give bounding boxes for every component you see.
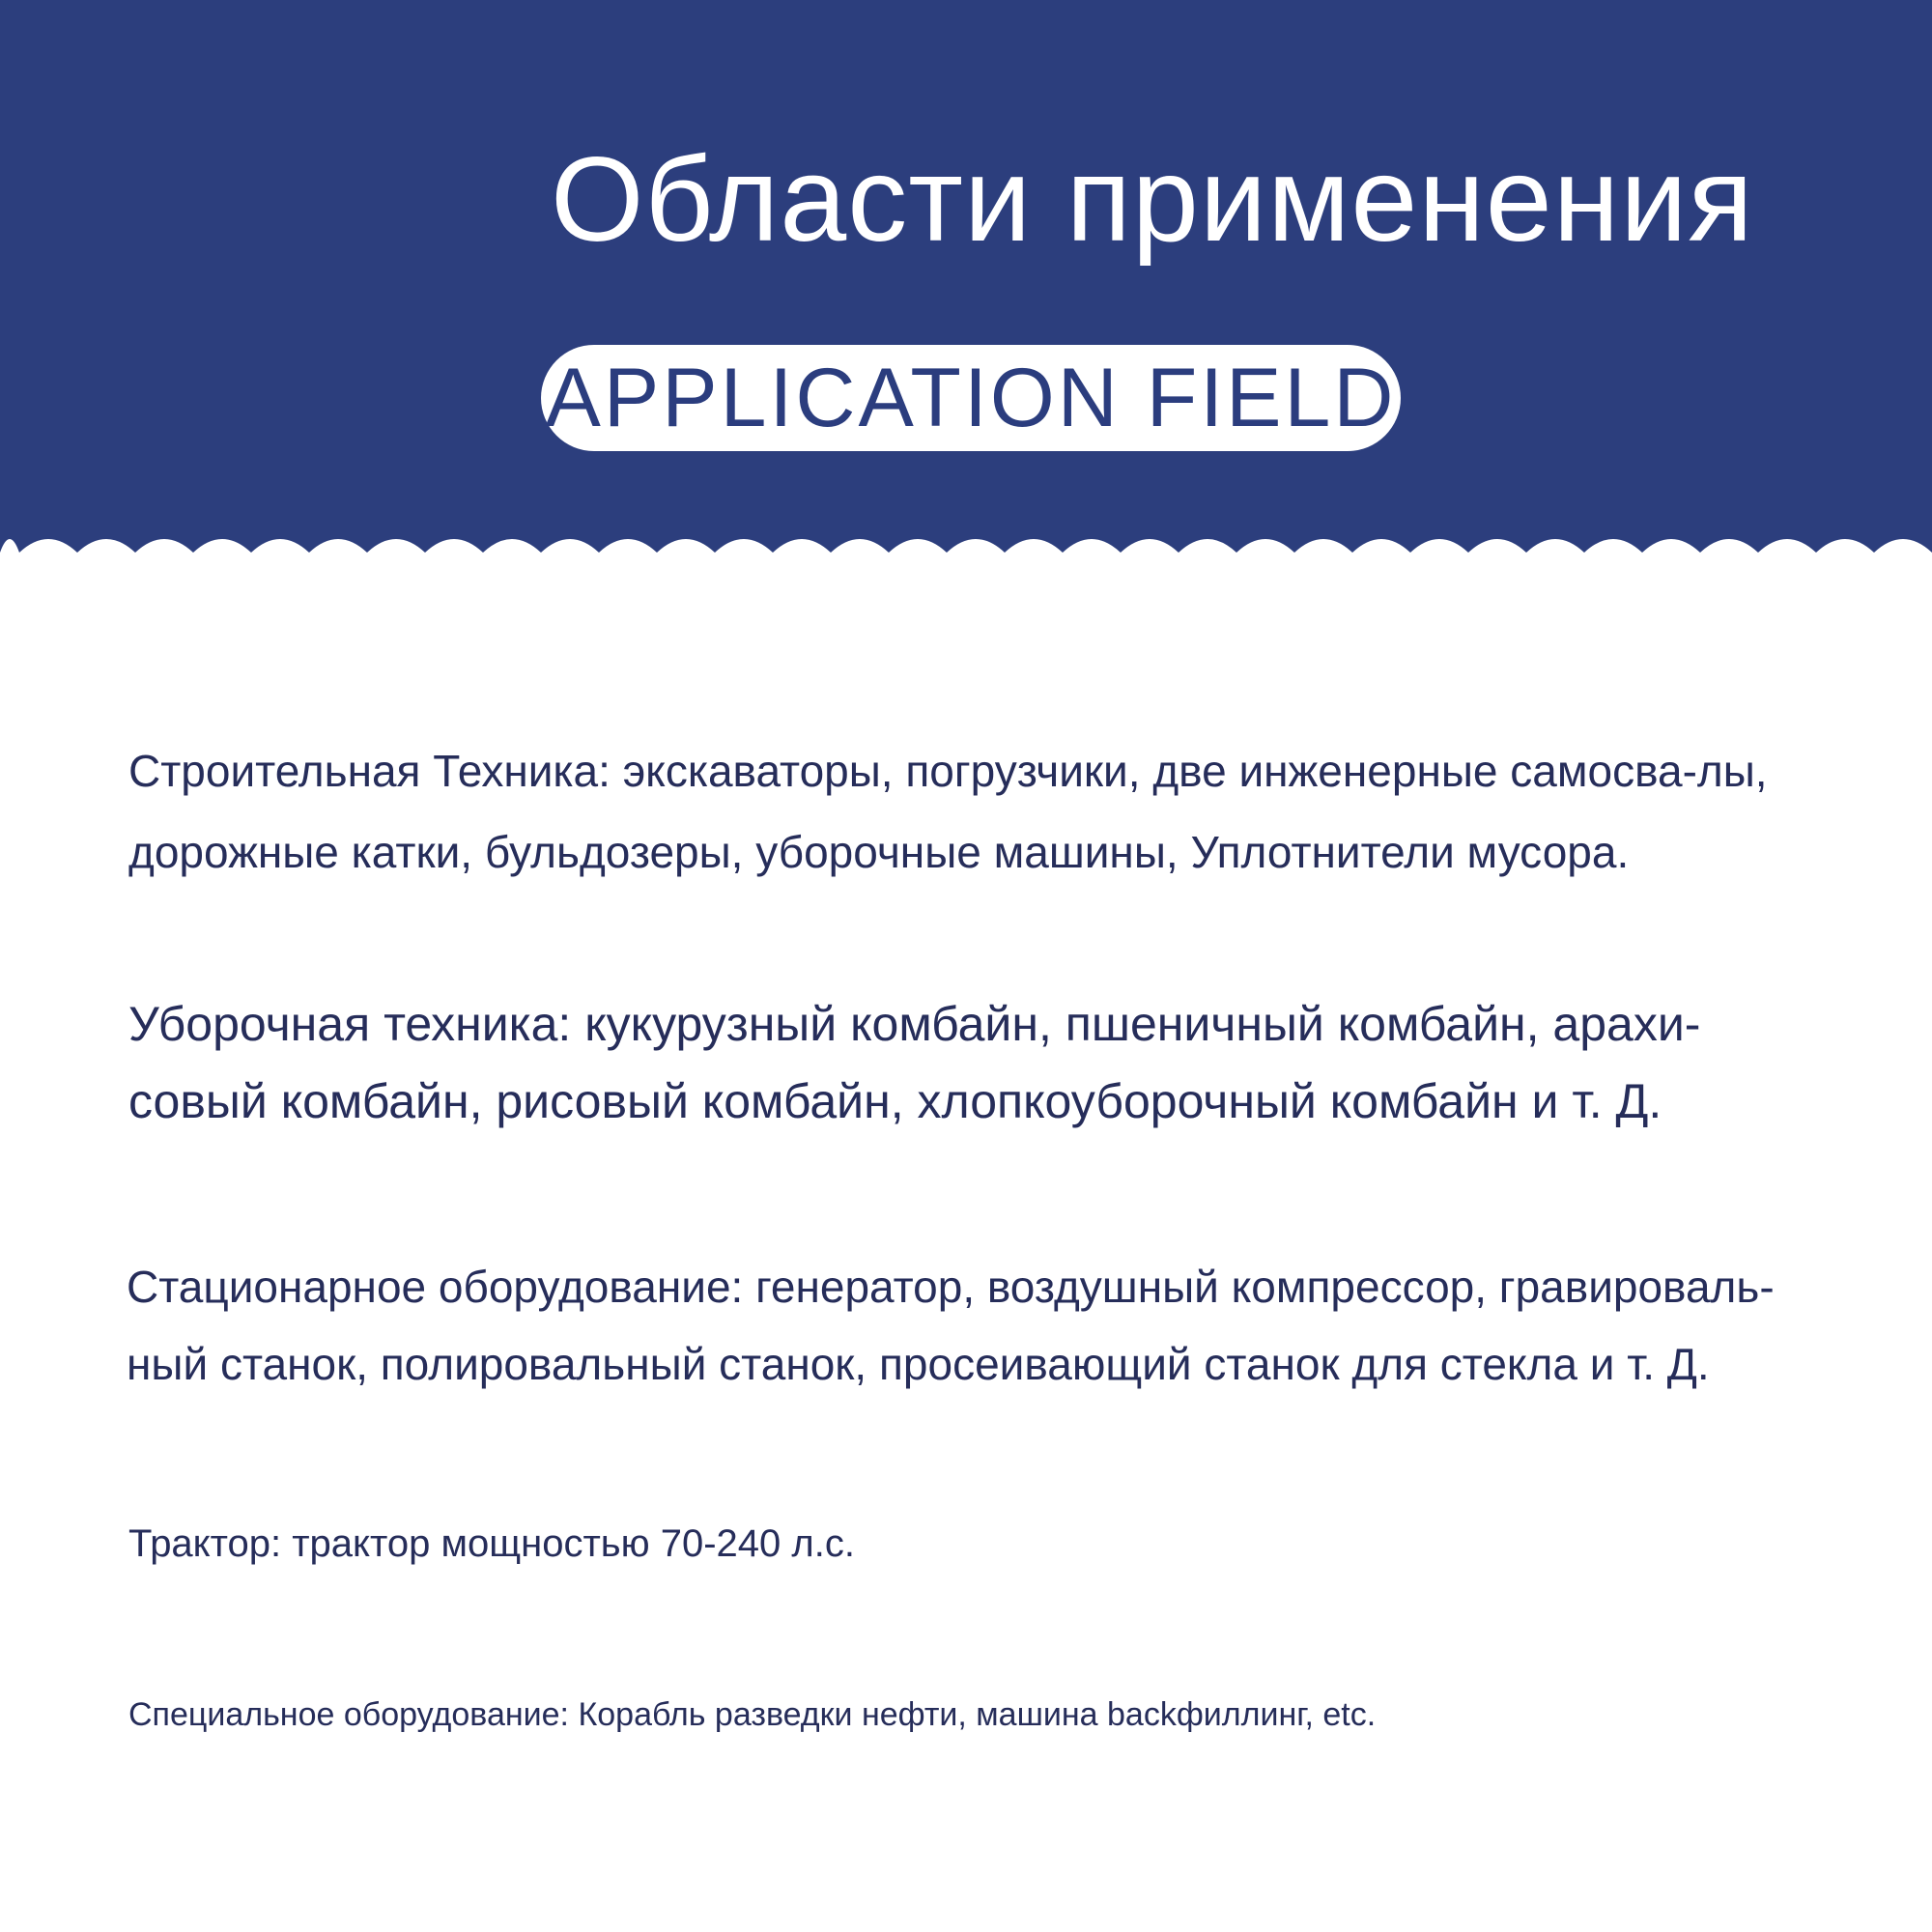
paragraph-stationary-equipment: Стационарное оборудование: генератор, воздушный компрессор, гравироваль-ный станок, полировальный станок, просеивающий станок для стекла и т. Д.: [127, 1262, 1775, 1389]
paragraph-construction-equipment: Строительная Техника: экскаваторы, погрузчики, две инженерные самосва-лы, дорожные катки, бульдозеры, уборочные машины, Уплотнители мусора.: [128, 746, 1768, 877]
header-banner: [0, 0, 1932, 580]
subtitle-badge: [541, 345, 1401, 451]
wave-banner-background: [0, 0, 1932, 580]
paragraph-special-equipment: Специальное оборудование: Корабль разведки нефти, машина backфиллинг, etc.: [128, 1696, 1377, 1733]
paragraph-harvesting-equipment: Уборочная техника: кукурузный комбайн, пшеничный комбайн, арахи-совый комбайн, рисовый комбайн, хлопкоуборочный комбайн и т. Д.: [128, 997, 1701, 1128]
subtitle-text: APPLICATION FIELD: [545, 352, 1397, 444]
paragraph-tractor: Трактор: трактор мощностью 70-240 л.с.: [128, 1522, 855, 1565]
page-title: Области применения: [551, 133, 1754, 267]
